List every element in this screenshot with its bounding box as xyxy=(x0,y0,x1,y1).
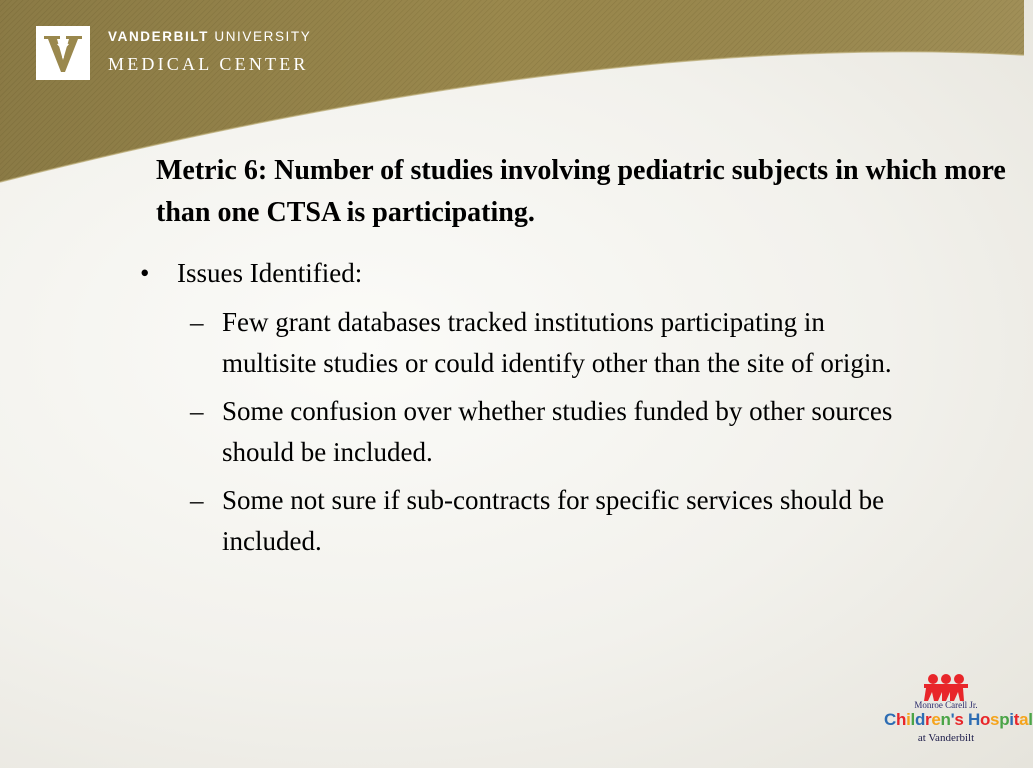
bullet-text: Issues Identified: xyxy=(177,258,363,288)
sub-bullet-item xyxy=(140,480,902,562)
logo-childrens-hospital-text xyxy=(884,710,1033,730)
logo-university-name xyxy=(108,29,311,44)
sub-bullet-marker: – xyxy=(190,485,204,515)
logo-name-rest: UNIVERSITY xyxy=(209,29,312,44)
sub-bullet-text: Some not sure if sub-contracts for specific services should be included. xyxy=(222,485,885,556)
logo-letter: o xyxy=(979,710,991,729)
logo-letter: p xyxy=(999,710,1010,729)
logo-letter: i xyxy=(906,710,911,729)
bullet-item xyxy=(140,254,900,292)
logo-letter: H xyxy=(967,710,980,729)
logo-letter: r xyxy=(925,710,932,729)
sub-bullet-item xyxy=(140,391,902,473)
logo-letter: a xyxy=(1019,710,1029,729)
sub-bullet-item xyxy=(140,302,902,384)
sub-bullet-text: Some confusion over whether studies funded by other sources should be included. xyxy=(222,396,893,467)
sub-bullet-list xyxy=(140,302,900,562)
logo-at-vanderbilt-text: at Vanderbilt xyxy=(917,732,975,744)
logo-letter: ' xyxy=(950,710,955,729)
childrens-hospital-logo xyxy=(884,672,1033,750)
logo-letter: i xyxy=(1009,710,1014,729)
logo-letter: s xyxy=(954,710,964,729)
logo-letter: l xyxy=(910,710,915,729)
logo-letter: s xyxy=(990,710,1000,729)
logo-name-bold: VANDERBILT xyxy=(108,29,209,44)
sub-bullet-text: Few grant databases tracked institutions participating in multisite studies or could identify other than the site of origin. xyxy=(222,307,892,378)
logo-letter: e xyxy=(931,710,941,729)
slide-title: Metric 6: Number of studies involving pediatric subjects in which more than one CTSA is participating. xyxy=(156,155,1006,228)
logo-medical-center: MEDICAL CENTER xyxy=(108,54,309,74)
slide-content xyxy=(140,254,900,569)
sub-bullet-marker: – xyxy=(190,396,204,426)
sub-bullet-marker: – xyxy=(190,307,204,337)
logo-letter: h xyxy=(895,710,907,729)
logo-monroe-text: Monroe Carell Jr. xyxy=(914,700,978,710)
bullet-marker: • xyxy=(140,258,150,288)
logo-letter: C xyxy=(884,710,896,729)
paper-dolls-icon xyxy=(884,672,1008,702)
logo-letter: n xyxy=(940,710,951,729)
vanderbilt-logo-icon xyxy=(36,26,90,80)
logo-letter: t xyxy=(1013,710,1020,729)
logo-letter: l xyxy=(1028,710,1033,729)
logo-letter: d xyxy=(914,710,926,729)
